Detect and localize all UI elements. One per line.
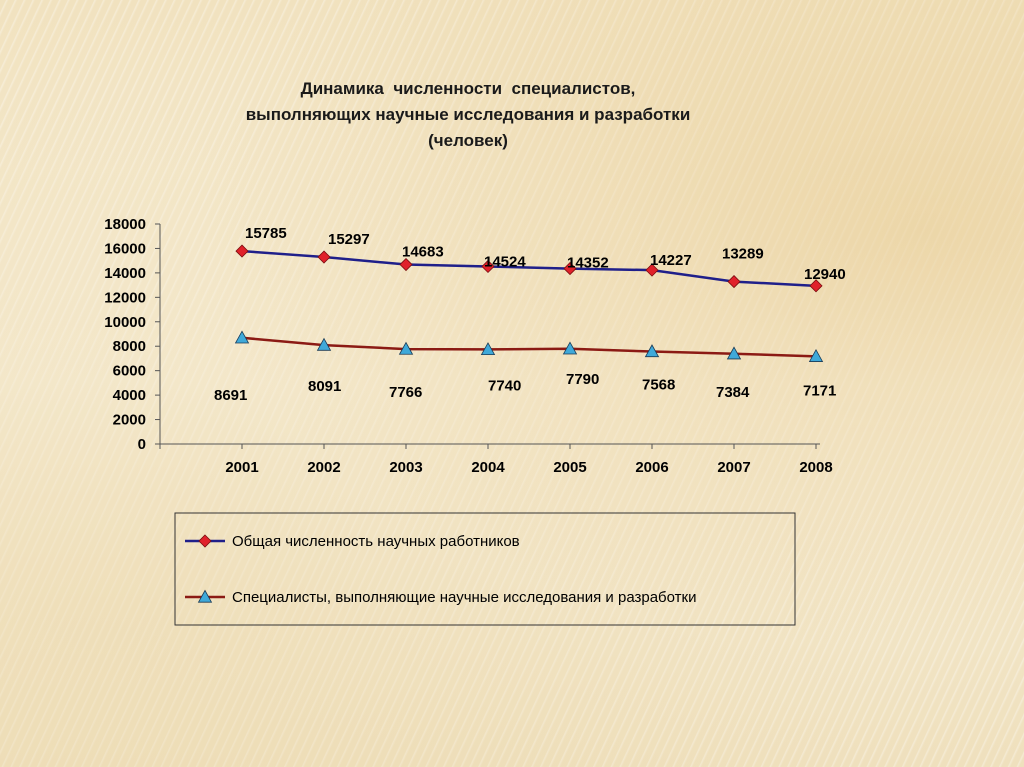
x-tick-label: 2004 — [471, 459, 505, 476]
legend-specialists-label: Специалисты, выполняющие научные исследования и разработки — [232, 589, 697, 606]
x-tick-label: 2006 — [635, 459, 669, 476]
y-tick-label: 16000 — [104, 240, 146, 258]
x-tick-label: 2002 — [307, 459, 341, 476]
x-tick-label: 2007 — [717, 459, 751, 476]
chart-title-line-3: (человек) — [428, 131, 508, 150]
data-label-total: 15297 — [328, 231, 370, 249]
data-label-specialists: 7790 — [566, 370, 600, 388]
chart-title-line-1: Динамика численности специалистов, — [300, 79, 636, 98]
data-label-total: 15785 — [245, 225, 287, 243]
x-tick-label: 2005 — [553, 459, 587, 476]
series-total-point — [236, 245, 248, 257]
x-tick-label: 2008 — [799, 459, 833, 476]
y-tick-label: 6000 — [112, 362, 146, 380]
y-tick-label: 4000 — [112, 387, 146, 405]
legend-total-marker — [199, 535, 211, 547]
data-label-total: 13289 — [722, 245, 764, 263]
data-label-total: 14227 — [650, 252, 692, 270]
data-label-total: 14683 — [402, 243, 444, 261]
x-tick-label: 2001 — [225, 459, 259, 476]
series-total-point — [318, 251, 330, 263]
series-total-point — [728, 276, 740, 288]
y-tick-label: 0 — [137, 436, 146, 453]
legend-total-label: Общая численность научных работников — [232, 533, 520, 550]
x-tick-label: 2003 — [389, 459, 423, 476]
y-tick-label: 10000 — [104, 313, 146, 331]
data-label-total: 14524 — [484, 253, 526, 271]
data-label-specialists: 7740 — [488, 377, 522, 395]
y-tick-label: 8000 — [112, 338, 146, 356]
data-label-total: 12940 — [804, 265, 846, 283]
y-tick-label: 18000 — [104, 216, 146, 233]
data-label-specialists: 7568 — [642, 376, 676, 394]
data-label-specialists: 7171 — [803, 382, 837, 400]
data-label-total: 14352 — [567, 254, 609, 272]
data-label-specialists: 7384 — [716, 383, 750, 401]
data-label-specialists: 8691 — [214, 386, 248, 404]
y-tick-label: 2000 — [112, 411, 146, 429]
data-label-specialists: 8091 — [308, 378, 342, 396]
legend-box — [175, 513, 795, 625]
y-tick-label: 14000 — [104, 264, 146, 282]
data-label-specialists: 7766 — [389, 384, 423, 402]
chart-title-line-2: выполняющих научные исследования и разработки — [245, 105, 691, 124]
y-tick-label: 12000 — [104, 289, 146, 307]
